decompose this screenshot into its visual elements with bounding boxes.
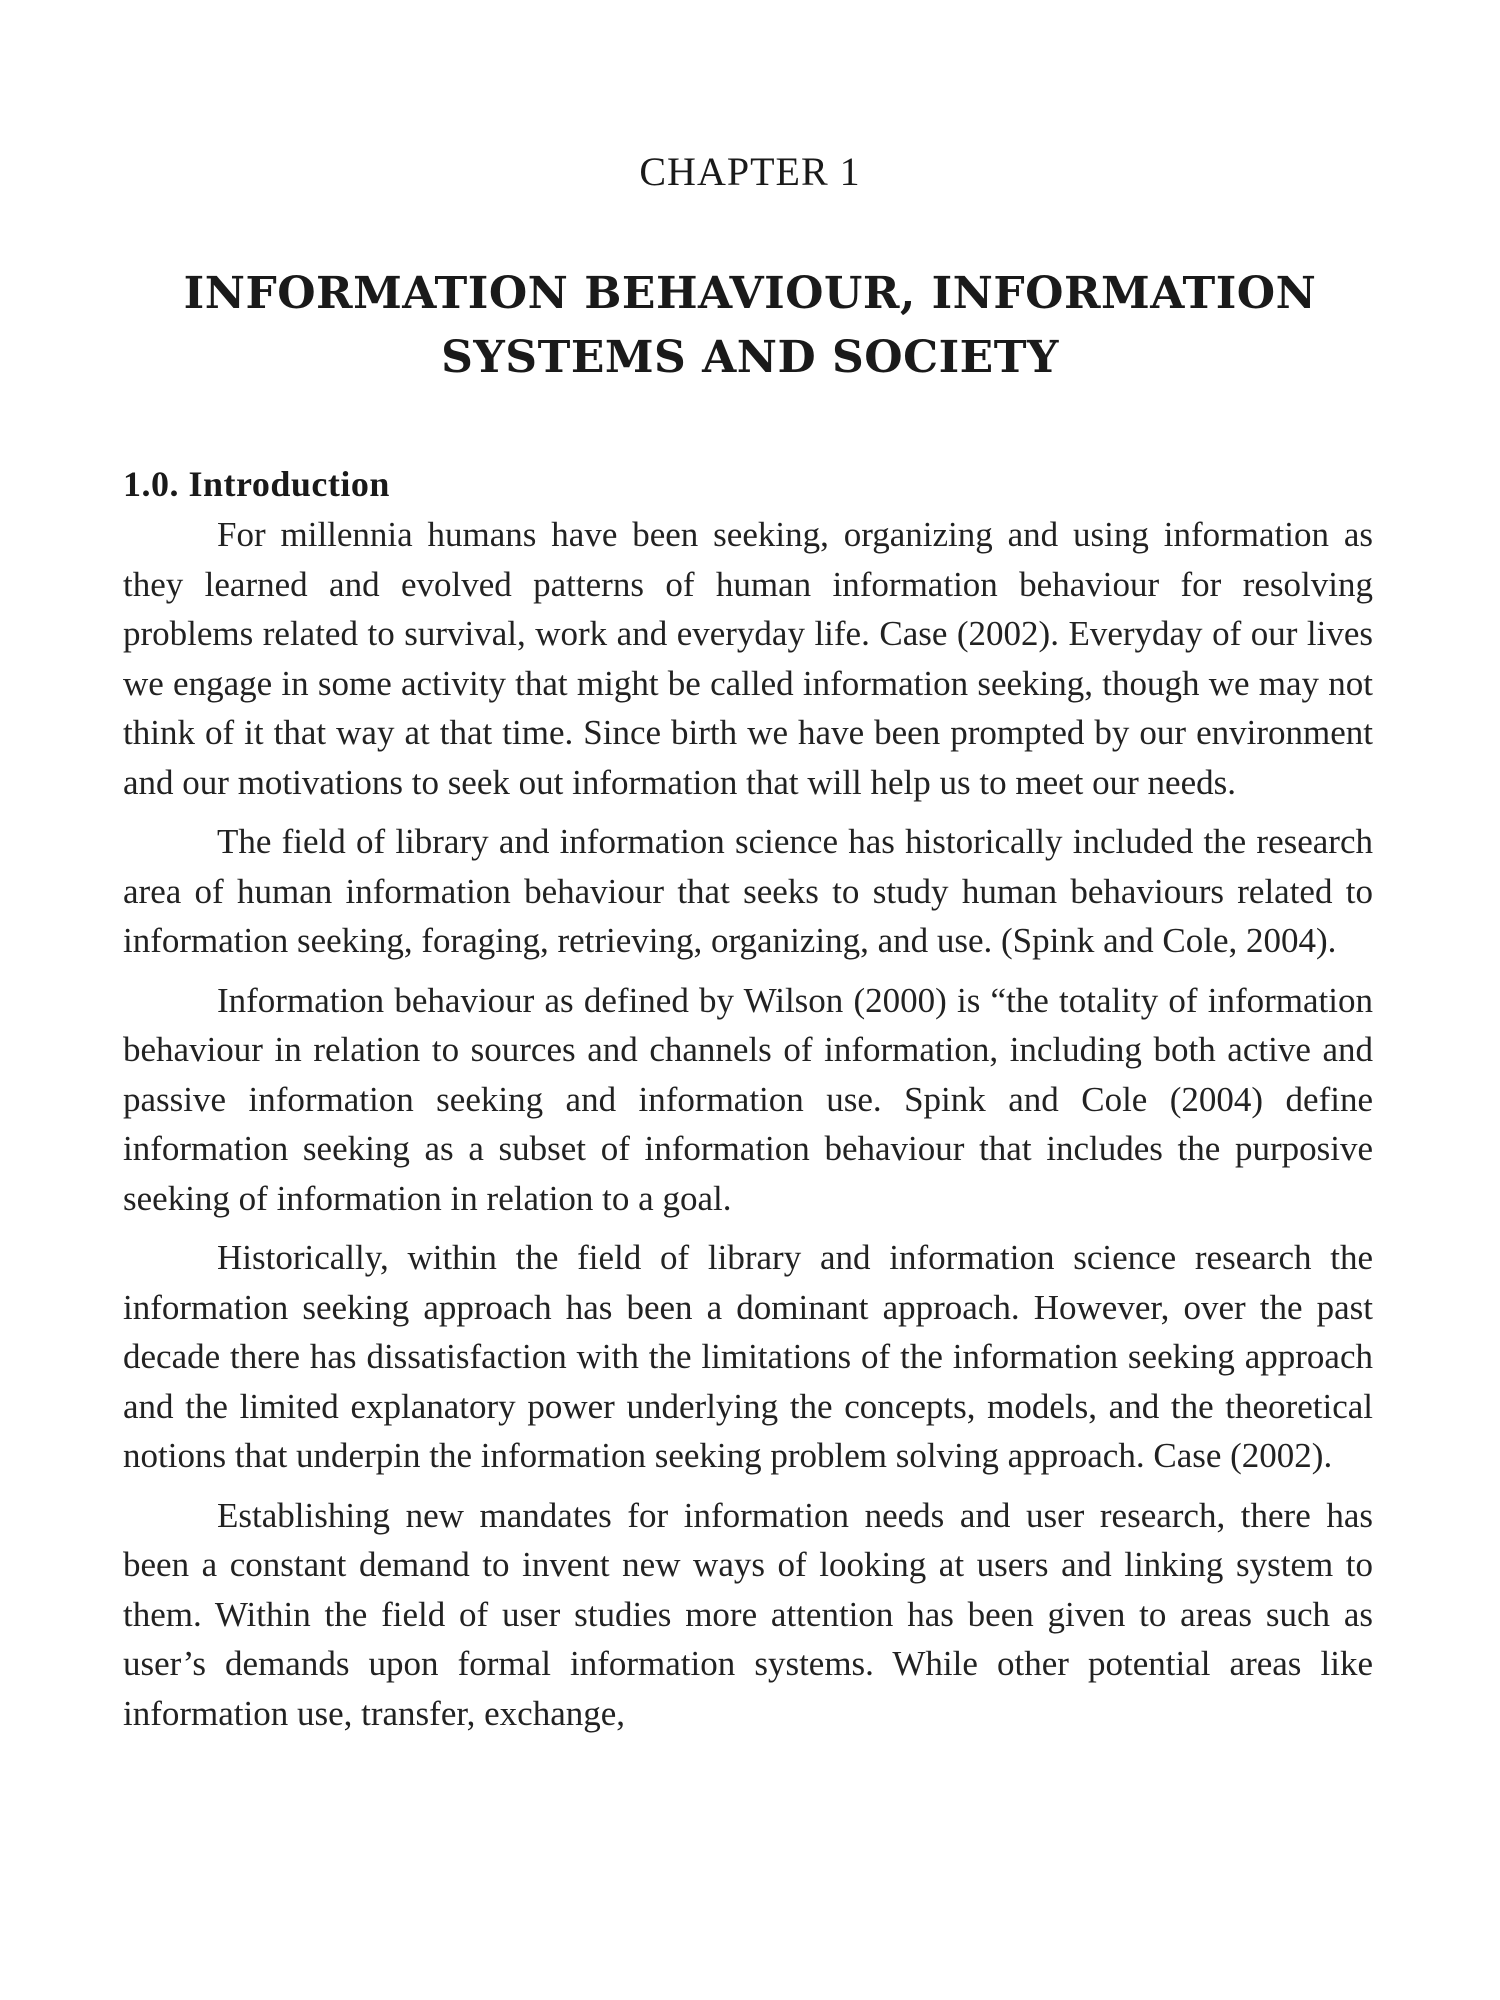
paragraph-2: The field of library and information science has historically included the research area of human information behaviour that seeks to study human behaviours related to information seeking, foraging, retrieving, organizing, and use. (Spink and Cole, 2004). xyxy=(123,822,1373,960)
chapter-title-line-1: INFORMATION BEHAVIOUR, INFORMATION xyxy=(183,268,1317,319)
paragraph-5: Establishing new mandates for information needs and user research, there has been a constant demand to invent new ways of looking at users and linking system to them. Within the field of user studies more attention has been given to areas such as user’s demands upon formal information systems. While other potential areas like information use, transfer, exchange, xyxy=(123,1495,1373,1733)
paragraph-4: Historically, within the field of library and information science research the information seeking approach has been a dominant approach. However, over the past decade there has dissatisfaction with the limitations of the information seeking approach and the limited explanatory power underlying the concepts, models, and the theoretical notions that underpin the information seeking problem solving approach. Case (2002). xyxy=(123,1238,1373,1475)
chapter-title-line-2: SYSTEMS AND SOCIETY xyxy=(441,332,1059,383)
paragraph-3: Information behaviour as defined by Wilson (2000) is “the totality of information behaviour in relation to sources and channels of information, including both active and passive information seeking and information use. Spink and Cole (2004) define information seeking as a subset of information behaviour that includes the purposive seeking of information in relation to a goal. xyxy=(123,980,1373,1218)
body-text xyxy=(123,510,1373,1738)
section-heading: 1.0. Introduction xyxy=(123,464,390,504)
chapter-title xyxy=(0,262,1500,390)
chapter-label: CHAPTER 1 xyxy=(639,149,861,194)
paragraph-1: For millennia humans have been seeking, organizing and using information as they learned and evolved patterns of human information behaviour for resolving problems related to survival, work and everyday life. Case (2002). Everyday of our lives we engage in some activity that might be called information seeking, though we may not think of it that way at that time. Since birth we have been prompted by our environment and our motivations to seek out information that will help us to meet our needs. xyxy=(123,515,1373,802)
